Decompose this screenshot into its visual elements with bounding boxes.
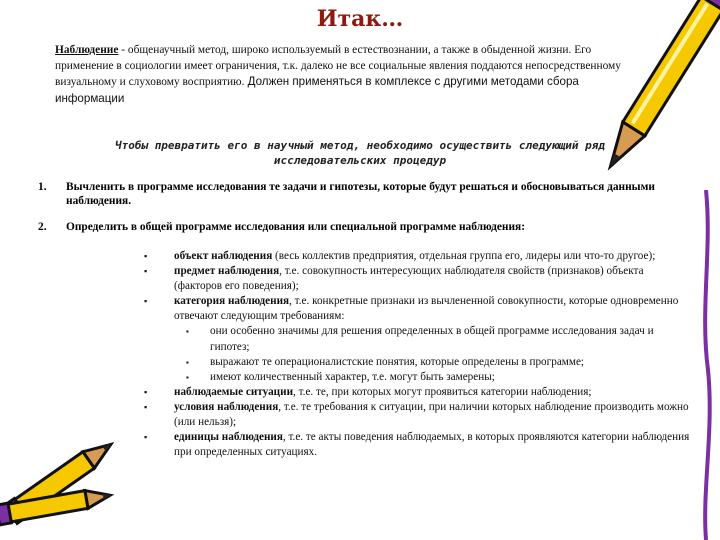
bullet-term: единицы наблюдения	[174, 431, 283, 444]
bullet-icon: ▪	[144, 432, 148, 443]
bullet-text: , т.е. совокупность интересующих наблюдателя свойств (признаков) объекта (факторов его поведения);	[174, 265, 644, 293]
list-item	[144, 400, 694, 430]
procedures-heading: Чтобы превратить его в научный метод, необходимо осуществить следующий ряд исследовательских процедур	[114, 139, 606, 167]
bullet-icon: ▪	[144, 266, 148, 277]
list-item	[144, 430, 694, 460]
sub-list-item	[144, 370, 694, 385]
bullet-icon: ▪	[186, 327, 189, 337]
list-item	[144, 249, 694, 264]
bullet-term: предмет наблюдения	[174, 265, 280, 278]
pencil-icon	[585, 0, 720, 200]
intro-term: Наблюдение	[55, 44, 119, 56]
slide-title: Итак…	[316, 6, 404, 32]
intro-tail: Должен применяться в комплексе с другими методами сбора информации	[55, 75, 579, 105]
step-text: Вычленить в программе исследования те задачи и гипотезы, которые будут решаться и обосновываться данными наблюдения.	[66, 181, 655, 207]
list-item	[144, 385, 694, 400]
bullet-text: , т.е. конкретные признаки из вычлененной совокупности, которые одновременно отвечают следующим требованиям:	[174, 295, 679, 323]
border-stripe-icon	[696, 190, 716, 540]
bullet-icon: ▪	[144, 296, 148, 307]
list-item	[144, 294, 694, 324]
bullet-icon: ▪	[186, 372, 189, 382]
intro-paragraph	[55, 43, 650, 107]
step-number: 1.	[38, 181, 47, 193]
sub-list-item	[144, 355, 694, 370]
sub-bullet-text: имеют количественный характер, т.е. могут быть замерены;	[210, 370, 495, 383]
bullet-icon: ▪	[144, 386, 148, 397]
bullet-icon: ▪	[186, 357, 189, 367]
bullet-text: (весь коллектив предприятия, отдельная группа его, лидеры или что-то другое);	[272, 250, 656, 262]
bullet-text: , т.е. те акты поведения наблюдаемых, в которых проявляются категории наблюдения при определенных ситуациях.	[174, 431, 690, 459]
step-item	[38, 220, 698, 236]
bullet-term: наблюдаемые ситуации	[174, 385, 294, 398]
bullet-term: категория наблюдения	[174, 295, 290, 308]
bullet-text: , т.е. те требования к ситуации, при наличии которых наблюдение производить можно (или нельзя);	[174, 400, 689, 429]
sub-list-item	[144, 324, 694, 354]
bullet-term: объект наблюдения	[174, 250, 273, 262]
bullet-term: условия наблюдения	[174, 400, 279, 413]
bullet-icon: ▪	[144, 251, 148, 261]
step-number: 2.	[38, 221, 47, 233]
bullet-list	[144, 249, 694, 460]
intro-text: - общенаучный метод, широко используемый в естествознании, а также в обыденной жизни. Его применение в социологии имеет ограничения, т.к. далеко не все социальные явления поддаются непосредственному визуальному и слуховому восприятию.	[55, 44, 621, 88]
step-text: Определить в общей программе исследования или специальной программе наблюдения:	[66, 221, 525, 233]
bullet-text: , т.е. те, при которых могут проявиться категории наблюдения;	[293, 385, 592, 398]
list-item	[144, 264, 694, 294]
bullet-icon: ▪	[144, 401, 148, 412]
pencils-icon	[0, 420, 140, 540]
sub-bullet-text: они особенно значимы для решения определенных в общей программе исследования задач и гипотез;	[210, 325, 654, 353]
sub-bullet-text: выражают те операционалистские понятия, которые определены в программе;	[210, 355, 585, 368]
